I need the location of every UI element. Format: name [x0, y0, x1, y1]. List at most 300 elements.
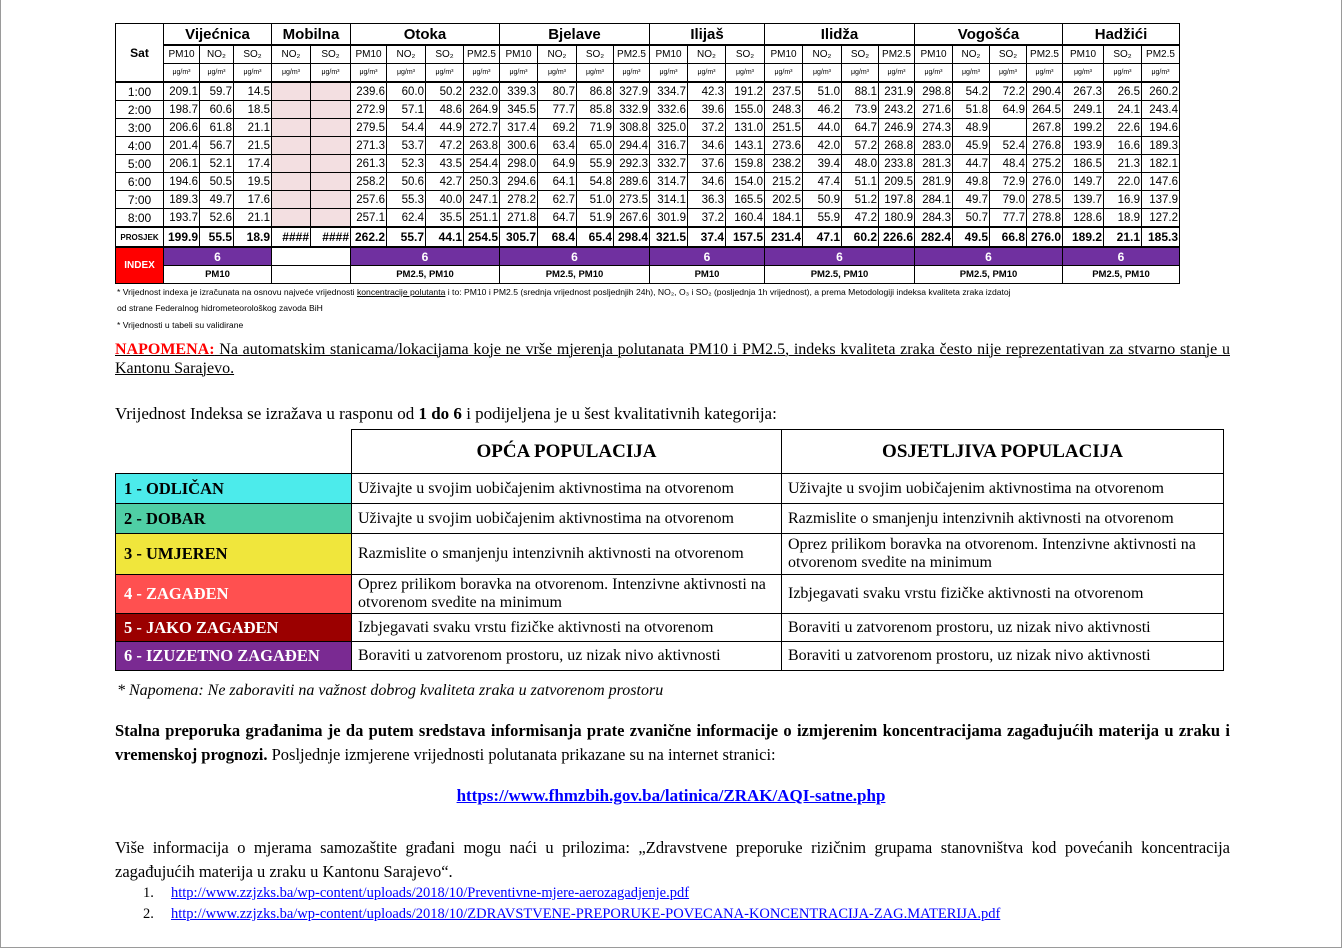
index-value-cell: [272, 247, 351, 266]
value-cell: 26.5: [1104, 82, 1142, 101]
pollutant-header: SO₂: [990, 45, 1027, 64]
sensitive-population-advice: Oprez prilikom boravka na otvorenom. Intenzivne aktivnosti na otvorenom svedite na minimum: [782, 534, 1224, 575]
value-cell: 276.8: [1027, 137, 1063, 155]
average-cell: 298.4: [614, 227, 650, 247]
value-cell: 39.6: [688, 101, 726, 119]
average-cell: 185.3: [1142, 227, 1180, 247]
value-cell: 50.2: [426, 82, 464, 101]
average-cell: 65.4: [577, 227, 614, 247]
value-cell: 250.3: [464, 173, 500, 191]
table-row: [116, 119, 1180, 137]
value-cell: 55.9: [577, 155, 614, 173]
table-row: [116, 155, 1180, 173]
value-cell: 273.6: [765, 137, 803, 155]
value-cell: [272, 191, 311, 209]
value-cell: 22.6: [1104, 119, 1142, 137]
value-cell: 52.1: [200, 155, 234, 173]
value-cell: 233.8: [879, 155, 915, 173]
table-row: [116, 101, 1180, 119]
value-cell: [272, 173, 311, 191]
value-cell: 48.0: [842, 155, 879, 173]
value-cell: 64.9: [538, 155, 577, 173]
table-row: [116, 173, 1180, 191]
value-cell: 62.4: [387, 209, 426, 228]
value-cell: 50.9: [803, 191, 842, 209]
header-sensitive-population: OSJETLJIVA POPULACIJA: [782, 430, 1224, 474]
average-cell: 189.2: [1063, 227, 1104, 247]
category-level-label: 6 - IZUZETNO ZAGAĐEN: [116, 642, 352, 671]
value-cell: 258.2: [351, 173, 387, 191]
average-cell: 55.5: [200, 227, 234, 247]
unit-header: μg/m³: [577, 64, 614, 83]
value-cell: 197.8: [879, 191, 915, 209]
value-cell: 189.3: [164, 191, 200, 209]
value-cell: 271.8: [500, 209, 538, 228]
table-row: [116, 209, 1180, 228]
value-cell: 21.3: [1104, 155, 1142, 173]
value-cell: [311, 155, 351, 173]
index-pollutant-cell: PM2.5, PM10: [1063, 266, 1180, 284]
value-cell: 51.1: [842, 173, 879, 191]
value-cell: 237.5: [765, 82, 803, 101]
station-header: Vogošća: [915, 24, 1063, 46]
footnote-index-method-cont: od strane Federalnog hidrometeorološkog zavoda BiH: [117, 303, 323, 313]
attachment-number: 1.: [143, 885, 154, 901]
value-cell: 49.7: [953, 191, 990, 209]
unit-header: μg/m³: [538, 64, 577, 83]
pollutant-header: NO₂: [387, 45, 426, 64]
hour-cell: 2:00: [116, 101, 164, 119]
value-cell: 128.6: [1063, 209, 1104, 228]
value-cell: 165.5: [726, 191, 765, 209]
value-cell: 80.7: [538, 82, 577, 101]
value-cell: 21.1: [234, 209, 272, 228]
value-cell: 57.2: [842, 137, 879, 155]
value-cell: 86.8: [577, 82, 614, 101]
sensitive-population-advice: Izbjegavati svaku vrstu fizičke aktivnosti na otvorenom: [782, 575, 1224, 614]
value-cell: 257.1: [351, 209, 387, 228]
value-cell: 21.1: [234, 119, 272, 137]
pollutant-header: NO₂: [538, 45, 577, 64]
value-cell: 334.7: [650, 82, 688, 101]
value-cell: [272, 209, 311, 228]
general-population-advice: Uživajte u svojim uobičajenim aktivnostima na otvorenom: [352, 474, 782, 504]
table-row: [116, 82, 1180, 101]
table-row: [116, 191, 1180, 209]
value-cell: 289.6: [614, 173, 650, 191]
value-cell: 42.0: [803, 137, 842, 155]
value-cell: 42.7: [426, 173, 464, 191]
value-cell: 276.0: [1027, 173, 1063, 191]
unit-header: μg/m³: [953, 64, 990, 83]
index-value-cell: 6: [164, 247, 272, 266]
value-cell: 254.4: [464, 155, 500, 173]
category-row: [116, 614, 1224, 642]
hour-cell: 3:00: [116, 119, 164, 137]
value-cell: [311, 119, 351, 137]
pollutant-header: PM10: [650, 45, 688, 64]
value-cell: 298.0: [500, 155, 538, 173]
value-cell: 44.0: [803, 119, 842, 137]
value-cell: 294.6: [500, 173, 538, 191]
value-cell: 298.8: [915, 82, 953, 101]
value-cell: 64.7: [842, 119, 879, 137]
station-header: Vijećnica: [164, 24, 272, 46]
category-level-label: 5 - JAKO ZAGAĐEN: [116, 614, 352, 642]
value-cell: 345.5: [500, 101, 538, 119]
pollutant-header: PM2.5: [614, 45, 650, 64]
value-cell: 294.4: [614, 137, 650, 155]
pollutant-header: PM2.5: [879, 45, 915, 64]
value-cell: 55.9: [803, 209, 842, 228]
unit-header: μg/m³: [726, 64, 765, 83]
average-cell: 157.5: [726, 227, 765, 247]
value-cell: 65.0: [577, 137, 614, 155]
pollutant-header: SO₂: [842, 45, 879, 64]
pollutant-header: PM2.5: [464, 45, 500, 64]
index-pollutant-cell: PM10: [650, 266, 765, 284]
value-cell: 209.1: [164, 82, 200, 101]
value-cell: [272, 137, 311, 155]
average-cell: 47.1: [803, 227, 842, 247]
index-label: INDEX: [116, 247, 164, 284]
pollutant-header: PM2.5: [1142, 45, 1180, 64]
category-level-label: 2 - DOBAR: [116, 504, 352, 534]
category-row: [116, 504, 1224, 534]
unit-header: μg/m³: [351, 64, 387, 83]
footnote-validated: * Vrijednosti u tabeli su validirane: [117, 320, 244, 330]
index-pollutant-cell: [272, 266, 351, 284]
station-header: Otoka: [351, 24, 500, 46]
value-cell: 271.3: [351, 137, 387, 155]
value-cell: 186.5: [1063, 155, 1104, 173]
average-cell: 68.4: [538, 227, 577, 247]
value-cell: 281.9: [915, 173, 953, 191]
pollutant-header: PM10: [164, 45, 200, 64]
average-cell: 37.4: [688, 227, 726, 247]
value-cell: 72.9: [990, 173, 1027, 191]
value-cell: [311, 101, 351, 119]
napomena-note: [115, 340, 1230, 378]
value-cell: 261.3: [351, 155, 387, 173]
value-cell: 189.3: [1142, 137, 1180, 155]
value-cell: 17.4: [234, 155, 272, 173]
value-cell: 332.6: [650, 101, 688, 119]
general-population-advice: Boraviti u zatvorenom prostoru, uz nizak nivo aktivnosti: [352, 642, 782, 671]
value-cell: 24.1: [1104, 101, 1142, 119]
value-cell: 71.9: [577, 119, 614, 137]
value-cell: 279.5: [351, 119, 387, 137]
value-cell: 131.0: [726, 119, 765, 137]
value-cell: 54.8: [577, 173, 614, 191]
value-cell: 275.2: [1027, 155, 1063, 173]
value-cell: 284.1: [915, 191, 953, 209]
value-cell: 149.7: [1063, 173, 1104, 191]
value-cell: 264.5: [1027, 101, 1063, 119]
index-value-cell: 6: [351, 247, 500, 266]
value-cell: 272.7: [464, 119, 500, 137]
average-cell: 66.8: [990, 227, 1027, 247]
value-cell: 51.8: [953, 101, 990, 119]
unit-header: μg/m³: [426, 64, 464, 83]
pollutant-header: NO₂: [688, 45, 726, 64]
value-cell: [311, 209, 351, 228]
average-cell: 44.1: [426, 227, 464, 247]
general-population-advice: Uživajte u svojim uobičajenim aktivnostima na otvorenom: [352, 504, 782, 534]
unit-header: μg/m³: [1104, 64, 1142, 83]
value-cell: 283.0: [915, 137, 953, 155]
value-cell: 52.6: [200, 209, 234, 228]
value-cell: 16.6: [1104, 137, 1142, 155]
value-cell: 238.2: [765, 155, 803, 173]
value-cell: 267.8: [1027, 119, 1063, 137]
value-cell: 160.4: [726, 209, 765, 228]
value-cell: 184.1: [765, 209, 803, 228]
value-cell: 45.9: [953, 137, 990, 155]
value-cell: 16.9: [1104, 191, 1142, 209]
value-cell: 193.9: [1063, 137, 1104, 155]
attachment-link-health-recommendations[interactable]: http://www.zzjzks.ba/wp-content/uploads/2018/10/ZDRAVSTVENE-PREPORUKE-POVECANA-KONCENTRACIJA-ZAG.MATERIJA.pdf: [171, 906, 1001, 922]
value-cell: 60.0: [387, 82, 426, 101]
value-cell: 239.6: [351, 82, 387, 101]
value-cell: 52.4: [990, 137, 1027, 155]
value-cell: 22.0: [1104, 173, 1142, 191]
indoor-air-note: * Napomena: Ne zaboraviti na važnost dobrog kvaliteta zraka u zatvorenom prostoru: [117, 682, 664, 699]
average-cell: 231.4: [765, 227, 803, 247]
value-cell: 19.5: [234, 173, 272, 191]
pollutant-header: SO₂: [1104, 45, 1142, 64]
value-cell: 46.2: [803, 101, 842, 119]
value-cell: 48.6: [426, 101, 464, 119]
value-cell: 155.0: [726, 101, 765, 119]
average-cell: 282.4: [915, 227, 953, 247]
aqi-hourly-link[interactable]: https://www.fhmzbih.gov.ba/latinica/ZRAK/AQI-satne.php: [456, 786, 886, 805]
average-cell: 262.2: [351, 227, 387, 247]
value-cell: 246.9: [879, 119, 915, 137]
hour-cell: 8:00: [116, 209, 164, 228]
hour-cell: 1:00: [116, 82, 164, 101]
value-cell: 325.0: [650, 119, 688, 137]
value-cell: 47.4: [803, 173, 842, 191]
category-row: [116, 642, 1224, 671]
average-cell: 60.2: [842, 227, 879, 247]
value-cell: 272.9: [351, 101, 387, 119]
unit-header: μg/m³: [990, 64, 1027, 83]
unit-header: μg/m³: [164, 64, 200, 83]
index-value-cell: 6: [915, 247, 1063, 266]
pollutant-header: NO₂: [200, 45, 234, 64]
pollutant-header: PM10: [1063, 45, 1104, 64]
value-cell: 54.2: [953, 82, 990, 101]
pollutant-header: NO₂: [803, 45, 842, 64]
value-cell: 79.0: [990, 191, 1027, 209]
value-cell: 64.9: [990, 101, 1027, 119]
station-header: Ilijaš: [650, 24, 765, 46]
unit-header: μg/m³: [311, 64, 351, 83]
unit-header: μg/m³: [879, 64, 915, 83]
unit-header: μg/m³: [272, 64, 311, 83]
value-cell: 49.7: [200, 191, 234, 209]
value-cell: 232.0: [464, 82, 500, 101]
unit-header: μg/m³: [614, 64, 650, 83]
value-cell: 21.5: [234, 137, 272, 155]
value-cell: 77.7: [990, 209, 1027, 228]
value-cell: 39.4: [803, 155, 842, 173]
value-cell: 182.1: [1142, 155, 1180, 173]
average-cell: 321.5: [650, 227, 688, 247]
index-pollutant-cell: PM10: [164, 266, 272, 284]
category-header-blank: [116, 430, 352, 474]
napomena-label: NAPOMENA:: [115, 341, 215, 358]
value-cell: 85.8: [577, 101, 614, 119]
value-cell: 36.3: [688, 191, 726, 209]
footnote-index-method: * Vrijednost indexa je izračunata na osnovu najveće vrijednosti koncentracije polutanta i to: PM10 i PM2.5 (srednja vrijednost posljednjih 24h), NO₂, O₃ i SO₂ (posljednja 1h vrijednost), a prema Metodologiji indeksa kvaliteta zraka izdatoj: [117, 287, 1011, 297]
average-cell: 21.1: [1104, 227, 1142, 247]
value-cell: 51.0: [803, 82, 842, 101]
recommendation-paragraph: Stalna preporuka građanima je da putem sredstava informisanja prate zvanične informacije o izmjerenim koncentracijama zagađujućih materija u zraku i vremenskoj prognozi. Posljednje izmjerene vrijednosti polutanata prikazane su na internet stranici:: [115, 721, 1230, 764]
category-level-label: 1 - ODLIČAN: [116, 474, 352, 504]
value-cell: 51.0: [577, 191, 614, 209]
value-cell: [311, 137, 351, 155]
category-row: [116, 474, 1224, 504]
value-cell: 278.5: [1027, 191, 1063, 209]
unit-header: μg/m³: [1063, 64, 1104, 83]
value-cell: 64.1: [538, 173, 577, 191]
value-cell: 51.9: [577, 209, 614, 228]
value-cell: 55.3: [387, 191, 426, 209]
value-cell: 139.7: [1063, 191, 1104, 209]
station-header: Hadžići: [1063, 24, 1180, 46]
attachment-link-preventive-measures[interactable]: http://www.zzjzks.ba/wp-content/uploads/2018/10/Preventivne-mjere-aerozagadjenje.pdf: [171, 885, 690, 901]
value-cell: 199.2: [1063, 119, 1104, 137]
average-cell: 55.7: [387, 227, 426, 247]
value-cell: 243.2: [879, 101, 915, 119]
value-cell: 143.1: [726, 137, 765, 155]
value-cell: 267.6: [614, 209, 650, 228]
pollutant-header: PM10: [765, 45, 803, 64]
value-cell: 44.7: [953, 155, 990, 173]
value-cell: 88.1: [842, 82, 879, 101]
index-value-cell: 6: [1063, 247, 1180, 266]
value-cell: 251.5: [765, 119, 803, 137]
category-level-label: 4 - ZAGAĐEN: [116, 575, 352, 614]
hour-cell: 4:00: [116, 137, 164, 155]
value-cell: 260.2: [1142, 82, 1180, 101]
value-cell: 194.6: [1142, 119, 1180, 137]
value-cell: [272, 82, 311, 101]
value-cell: 53.7: [387, 137, 426, 155]
pollutant-header: PM10: [500, 45, 538, 64]
index-value-cell: 6: [500, 247, 650, 266]
sensitive-population-advice: Razmislite o smanjenju intenzivnih aktivnosti na otvorenom: [782, 504, 1224, 534]
value-cell: 37.2: [688, 119, 726, 137]
value-cell: 35.5: [426, 209, 464, 228]
value-cell: [311, 173, 351, 191]
value-cell: 274.3: [915, 119, 953, 137]
value-cell: 17.6: [234, 191, 272, 209]
value-cell: 278.2: [500, 191, 538, 209]
napomena-text: Na automatskim stanicama/lokacijama koje ne vrše mjerenja polutanata PM10 i PM2.5, indeks kvaliteta zraka često nije reprezentativan za stvarno stanje u Kantonu Sarajevo.: [115, 341, 1230, 377]
index-value-cell: 6: [765, 247, 915, 266]
unit-header: μg/m³: [765, 64, 803, 83]
index-pollutant-cell: PM2.5, PM10: [765, 266, 915, 284]
header-general-population: OPĆA POPULACIJA: [352, 430, 782, 474]
value-cell: 206.6: [164, 119, 200, 137]
value-cell: 18.9: [1104, 209, 1142, 228]
average-cell: 18.9: [234, 227, 272, 247]
unit-header: μg/m³: [500, 64, 538, 83]
value-cell: 49.8: [953, 173, 990, 191]
value-cell: 54.4: [387, 119, 426, 137]
value-cell: 194.6: [164, 173, 200, 191]
value-cell: 300.6: [500, 137, 538, 155]
attachment-number: 2.: [143, 906, 154, 922]
unit-header: μg/m³: [915, 64, 953, 83]
index-pollutant-cell: PM2.5, PM10: [500, 266, 650, 284]
value-cell: 77.7: [538, 101, 577, 119]
value-cell: 62.7: [538, 191, 577, 209]
index-category-table: [115, 429, 1224, 671]
pollutant-header: PM10: [351, 45, 387, 64]
value-cell: 209.5: [879, 173, 915, 191]
value-cell: 191.2: [726, 82, 765, 101]
value-cell: 37.6: [688, 155, 726, 173]
station-header: Ilidža: [765, 24, 915, 46]
value-cell: 127.2: [1142, 209, 1180, 228]
unit-header: μg/m³: [803, 64, 842, 83]
average-cell: 49.5: [953, 227, 990, 247]
average-cell: 276.0: [1027, 227, 1063, 247]
general-population-advice: Oprez prilikom boravka na otvorenom. Intenzivne aktivnosti na otvorenom svedite na minimum: [352, 575, 782, 614]
unit-header: μg/m³: [688, 64, 726, 83]
value-cell: 267.3: [1063, 82, 1104, 101]
value-cell: 201.4: [164, 137, 200, 155]
pollutant-header: PM2.5: [1027, 45, 1063, 64]
value-cell: 248.3: [765, 101, 803, 119]
pollutant-header: NO₂: [272, 45, 311, 64]
value-cell: 159.8: [726, 155, 765, 173]
value-cell: 73.9: [842, 101, 879, 119]
value-cell: 60.6: [200, 101, 234, 119]
hour-cell: 7:00: [116, 191, 164, 209]
value-cell: 56.7: [200, 137, 234, 155]
index-value-cell: 6: [650, 247, 765, 266]
value-cell: 50.7: [953, 209, 990, 228]
average-cell: 226.6: [879, 227, 915, 247]
value-cell: 247.1: [464, 191, 500, 209]
more-info-paragraph: Više informacija o mjerama samozaštite građani mogu naći u prilozima: „Zdravstvene preporuke rizičnim grupama stanovništva kod povećanih koncentracija zagađujućih materija u zraku u Kantonu Sarajevo“.: [115, 838, 1230, 881]
unit-header: μg/m³: [200, 64, 234, 83]
value-cell: 43.5: [426, 155, 464, 173]
value-cell: 137.9: [1142, 191, 1180, 209]
table-row: [116, 137, 1180, 155]
value-cell: [311, 82, 351, 101]
value-cell: 215.2: [765, 173, 803, 191]
value-cell: 61.8: [200, 119, 234, 137]
average-cell: 199.9: [164, 227, 200, 247]
value-cell: 273.5: [614, 191, 650, 209]
pollutant-header: PM10: [915, 45, 953, 64]
value-cell: 249.1: [1063, 101, 1104, 119]
average-cell: ####: [272, 227, 311, 247]
value-cell: 292.3: [614, 155, 650, 173]
value-cell: 206.1: [164, 155, 200, 173]
index-pollutant-cell: PM2.5, PM10: [915, 266, 1063, 284]
value-cell: 231.9: [879, 82, 915, 101]
value-cell: 264.9: [464, 101, 500, 119]
sensitive-population-advice: Boraviti u zatvorenom prostoru, uz nizak nivo aktivnosti: [782, 614, 1224, 642]
value-cell: 327.9: [614, 82, 650, 101]
